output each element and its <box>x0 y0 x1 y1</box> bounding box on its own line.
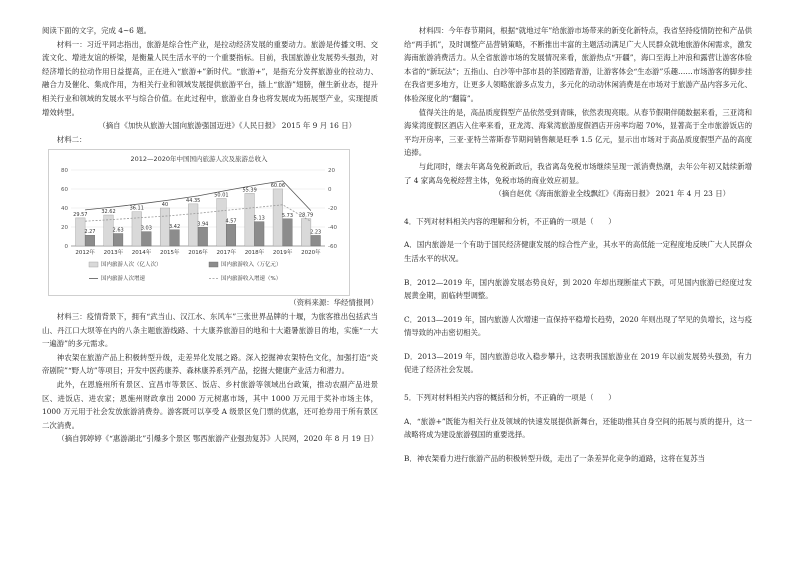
y-left-tick: 60 <box>61 187 68 194</box>
bar-income-label: 5.73 <box>281 213 294 220</box>
material-3-enshi: 此外，在恩施州所有景区、宜昌市等景区、饭店、乡村旅游等领域出台政策，推动农副产品进景区、进饭店、进农家；恩施州财政拿出 2000 万元树惠市场，其中 1000 万元用于奖补市场主体，1000 万元用于社会发放旅游消费券。游客既可以享受 A 级景区免门票的优惠，还可抢券用于所有景区二次消费。 <box>42 379 378 430</box>
bar-income <box>85 236 95 247</box>
x-tick-label: 2013年 <box>103 250 124 257</box>
x-tick-label: 2017年 <box>216 250 236 257</box>
y-right-tick: 20 <box>328 168 335 175</box>
bar-income-label: 3.42 <box>169 224 181 231</box>
chart-svg <box>49 150 349 295</box>
material-3: 材料三：疫情背景下，拥有“武当山、汉江水、东风车”三张世界品牌的十堰，为旅客推出包括武当山、丹江口大坝等在内的八条主题旅游线路、十大康养旅游目的地和十大避暑旅游目的地，实施“一大一遍游”的多元需求。 <box>42 311 378 349</box>
y-left-tick: 20 <box>61 225 68 232</box>
y-right-tick: -40 <box>328 225 337 232</box>
material-1-source: （摘自《加快从旅游大国向旅游强国迈进》《人民日报》 2015 年 9 月 16 日） <box>98 121 356 131</box>
legend-label: 国内旅游收入（万亿元） <box>221 262 282 269</box>
material-2-source: （资料来源：华经情报网） <box>289 298 378 308</box>
bar-income <box>254 222 264 246</box>
legend-label: 国内旅游人次增速 <box>101 276 146 283</box>
y-right-tick: -60 <box>328 244 337 251</box>
material-3-source: （摘自郭婷婷《“惠游湖北”引爆多个景区 鄂西旅游产业强劲复苏》人民网，2020 年 8 月 19 日） <box>57 434 378 444</box>
chart-title: 2012—2020年中国国内旅游人次及旅游总收入 <box>130 155 268 164</box>
bar-visits-label: 50.01 <box>214 192 229 199</box>
x-tick-label: 2016年 <box>188 250 208 257</box>
bar-income-label: 3.94 <box>197 221 209 228</box>
bar-visits-label: 60.06 <box>270 183 286 190</box>
question-5-option-a: A．“旅游+”既能为相关行业及领域的快速发展提供新舞台，还能助推其自身空间的拓展与质的提升，这一战略将成为建设旅游强国的重要选择。 <box>404 416 752 440</box>
bar-income <box>142 232 152 246</box>
material-4: 材料四：今年春节期间，根据“就地过年”给旅游市场带来的新变化新特点，我省坚持疫情防控和产品供给“两手抓”，及时调整产品营销策略，不断推出丰富的主题活动满足广大人民群众就地旅游休闲需求，激发海南旅游消费活力。从全省旅游市场的发展情况来看，旅游热点“开疆”，海口至海上冲浪和露营让游客体验本省的“新玩法”；五指山、白沙等中部市县的茶园踏青游，让游客体会“生态游”乐趣……市场游客的脚步挂在我省更多地方，让更多人领略旅游多点发力，多元化的动动休闲消费是在市场对于旅游产品内容多元化、体验深度化的“翻篇”。 <box>404 26 752 103</box>
bar-income <box>311 236 321 247</box>
bar-income <box>198 228 208 247</box>
question-5-option-b: B．神农架看力进行旅游产品的积极转型升级，走出了一条差异化竞争的道路，这将在复苏当 <box>404 453 706 463</box>
bar-income-label: 2.27 <box>84 229 96 236</box>
bar-visits-label: 40 <box>161 202 169 209</box>
bar-visits-label: 44.35 <box>186 198 201 205</box>
reading-intro: 阅读下面的文字，完成 4~6 题。 <box>42 26 151 35</box>
question-4-option-a: A．国内旅游是一个有助于国民经济健康发展的综合性产业，其水平的高低能一定程度地反映广大人民群众生活水平的状况。 <box>404 240 752 263</box>
question-4-option-d: D．2013—2019 年，国内旅游总收入稳步攀升，这表明我国旅游业在 2019 年以前发展势头强劲，有力促进了经济社会发展。 <box>404 351 752 375</box>
bar-income-label: 2.23 <box>310 229 322 236</box>
bar-visits-label: 36.11 <box>129 206 144 213</box>
y-right-tick: 0 <box>328 187 332 194</box>
y-left-tick: 0 <box>64 244 68 251</box>
bar-income-label: 5.13 <box>253 215 265 222</box>
question-5: 5．下列对材料相关内容的概括和分析，不正确的一项是（ ） <box>404 393 616 403</box>
question-4-option-c: C．2013—2019 年，国内旅游人次增速一直保持平稳增长趋势，2020 年则出现了罕见的负增长，这与疫情导致的冲击密切相关。 <box>404 314 752 338</box>
material-4-source: （摘自赵优《海南旅游业全线飘红》《海南日报》 2021 年 4 月 23 日） <box>494 189 730 199</box>
y-right-tick: -20 <box>328 206 337 213</box>
tourism-chart <box>48 149 350 296</box>
bar-visits-label: 29.57 <box>73 212 88 219</box>
y-left-tick: 80 <box>61 168 68 175</box>
legend-label: 国内旅游收入增速（%） <box>221 276 282 283</box>
x-tick-label: 2018年 <box>244 250 265 257</box>
bar-visits-label: 32.62 <box>101 209 116 216</box>
y-left-tick: 40 <box>61 206 68 213</box>
material-1: 材料一：习近平同志指出，旅游是综合性产业，是拉动经济发展的重要动力。旅游是传播文明、交流文化、增进友谊的桥梁，是衡量人民生活水平的一个重要指标。目前，我国旅游业发展势头强劲，对经济增长的拉动作用日益提高，正在进入“旅游+”新时代。“旅游+”，是指充分发挥旅游业的拉动力、融合力及催化、集成作用，为相关行业和领域发展提供旅游平台，插上“旅游”翅膀，催生新业态，提升相关行业和领域的发展水平与综合价值。在此过程中，旅游业自身也将发展成为拓展型产业，实现提质增效转型。 <box>42 39 378 117</box>
bar-visits-label: 28.79 <box>298 212 314 219</box>
bar-income <box>283 219 293 246</box>
x-tick-label: 2015年 <box>160 250 180 257</box>
bar-income-label: 3.03 <box>140 225 152 232</box>
left-column <box>42 24 378 446</box>
legend-label: 国内旅游人次（亿人次） <box>101 262 162 269</box>
bar-income <box>170 230 180 246</box>
x-tick-label: 2019年 <box>272 250 293 257</box>
material-4-hotels: 值得关注的是，高品质度假型产品依然受到青睐，依然表现亮眼。从春节假期伴随数据来看，三亚湾和海棠湾度假区酒店入住率来看，亚龙湾、海棠湾旅游度假酒店开房率均超 70%，显著高于全市旅游饭店的平均开房率，三亚·亚特兰蒂斯春节期间销售额是旺季 1.5 亿元，显示出市场对于高品质度假型产品的高度追捧。 <box>404 107 752 158</box>
bar-visits-label: 55.39 <box>242 187 257 194</box>
bar-income-label: 4.57 <box>225 218 237 225</box>
bar-income-label: 2.63 <box>112 227 124 234</box>
material-4-dutyfree: 与此同时，继去年离岛免税新政后，我省离岛免税市场继续呈现一派消费热潮，去年公年初又陆续新增了 4 家离岛免税经营主体，免税市场的商业效应初显。 <box>404 161 752 185</box>
x-tick-label: 2012年 <box>75 250 95 257</box>
question-4-option-b: B．2012—2019 年，国内旅游发展态势良好，到 2020 年却出现断崖式下跌，可见国内旅游已经度过发展黄金期，面临转型调整。 <box>404 277 752 301</box>
question-4: 4．下列对材料相关内容的理解和分析，不正确的一项是（ ） <box>404 216 616 226</box>
x-tick-label: 2014年 <box>131 250 152 257</box>
x-tick-label: 2020年 <box>301 250 321 257</box>
legend-swatch-visits <box>89 262 98 267</box>
material-2-label: 材料二： <box>56 134 87 144</box>
material-3-shennongjia: 神农架在旅游产品上积极转型升级，走差异化发展之路。深入挖掘神农架特色文化，加强打造“炎帝剧院”“野人坊”等项目；开发中医药康养、森林康养系列产品，挖掘大健康产业活力和潜力。 <box>42 352 378 376</box>
right-column <box>404 24 752 465</box>
bar-income <box>226 225 236 247</box>
legend-swatch-income <box>209 262 218 267</box>
bar-income <box>113 234 123 246</box>
